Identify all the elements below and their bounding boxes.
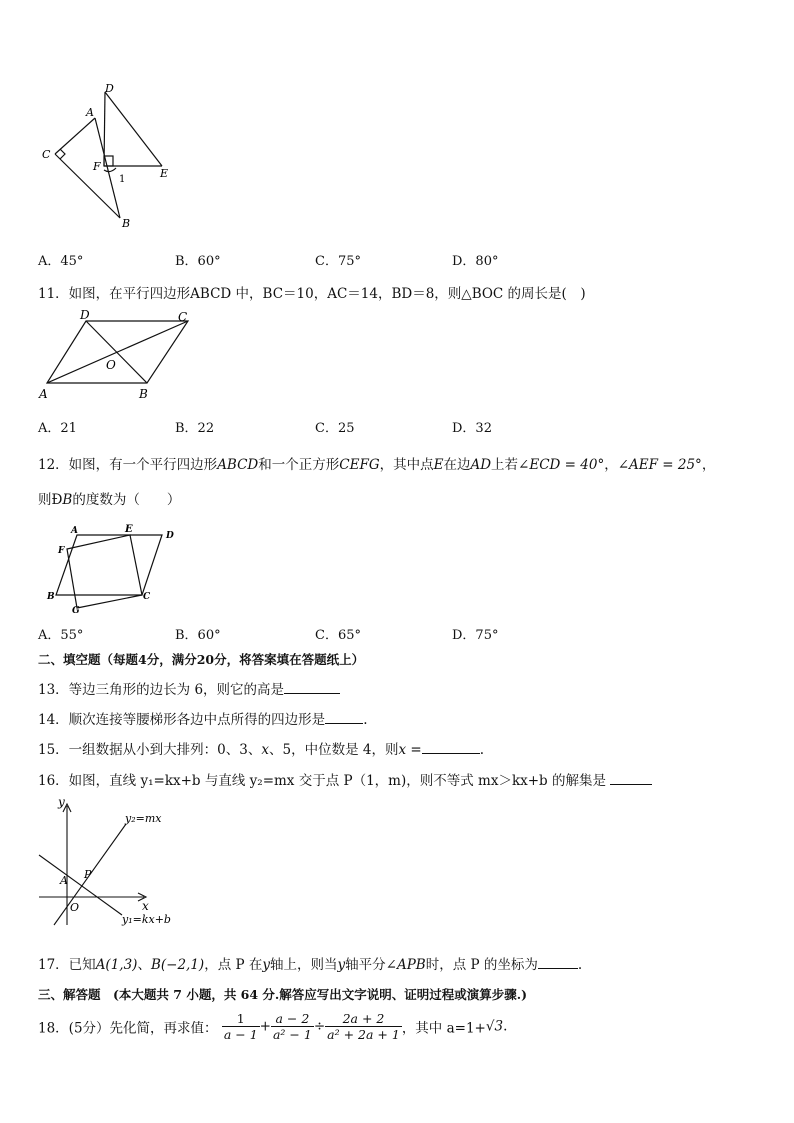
q18-f3-denominator: a² + 2a + 1 (327, 1027, 400, 1042)
q17-text-1: 17．已知 (38, 957, 96, 973)
y-axis-label: y (58, 795, 65, 809)
q18-f3-numerator: 2a + 2 (325, 1011, 402, 1027)
q12-option-c[interactable]: C．65° (315, 628, 361, 643)
q10-option-c[interactable]: C．75° (315, 254, 361, 269)
point-label-a: A (60, 874, 68, 887)
point-label-d: D (80, 308, 90, 322)
q18-f2-denominator: a² − 1 (272, 1027, 312, 1042)
point-label-b: B (122, 217, 131, 230)
q18-div: ÷ (313, 1018, 326, 1035)
point-label-o: O (106, 358, 116, 372)
q11-option-d[interactable]: D．32 (452, 421, 492, 436)
q15-eq: = (406, 742, 422, 758)
q17-axis-y: y (262, 957, 271, 973)
q11-option-c[interactable]: C．25 (315, 421, 355, 436)
q13 (38, 678, 340, 698)
q16-figure (36, 792, 186, 932)
point-label-p: P (84, 868, 92, 881)
q12-math-e: E (433, 457, 444, 473)
q12-option-a[interactable]: A．55° (38, 628, 84, 643)
x-axis-label: x (142, 899, 149, 913)
q16-text: 16．如图，直线 y₁=kx+b 与直线 y₂=mx 交于点 P（1，m)，则不等式 mx＞kx+b 的解集是 (38, 773, 606, 789)
q15 (38, 738, 484, 758)
q12-option-d[interactable]: D．75° (452, 628, 499, 643)
q11-option-b[interactable]: B．22 (175, 421, 215, 436)
q17-end: . (577, 957, 583, 973)
q18-text-2: ，其中 a=1+ (401, 1020, 486, 1037)
point-label-d: D (105, 82, 114, 95)
q10-figure (38, 82, 178, 232)
q18 (38, 1011, 507, 1042)
q12-line1 (38, 453, 715, 473)
q17-point-a: A(1,3) (95, 957, 138, 973)
q12-math-ad: AD (470, 457, 492, 473)
line-label-y1: y₁=kx+b (122, 913, 171, 926)
q12-math-cefg: CEFG (339, 457, 380, 473)
q10-options (38, 250, 758, 268)
q14-text: 14．顺次连接等腰梯形各边中点所得的四边形是 (38, 712, 326, 728)
point-label-d: D (166, 531, 174, 541)
q18-f1-denominator: a − 1 (223, 1027, 258, 1042)
q17-text-4: 轴平分 (345, 957, 386, 973)
point-label-a: A (86, 106, 94, 119)
q11-text: 11．如图，在平行四边形ABCD 中，BC＝10，AC＝14，BD＝8，则△BOC 的周长是( ) (38, 286, 586, 302)
q18-fraction-1 (222, 1011, 260, 1042)
q18-f2-numerator: a − 2 (271, 1011, 314, 1027)
q10-option-b[interactable]: B．60° (175, 254, 221, 269)
section-3-heading: 三、解答题 (本大题共 7 小题，共 64 分.解答应写出文字说明、证明过程或演算步骤.) (38, 987, 528, 1002)
point-label-a: A (39, 387, 48, 401)
q10-option-d[interactable]: D．80° (452, 254, 499, 269)
q12-options (38, 624, 758, 642)
q15-mid: 、5，中位数是 4，则 (268, 742, 399, 758)
q12-math-aef: ∠AEF = 25° (617, 457, 702, 473)
q12-line2-c: 的度数为（ ） (72, 492, 181, 508)
q12-option-b[interactable]: B．60° (175, 628, 221, 643)
q11-option-a[interactable]: A．21 (38, 421, 77, 436)
q12-text-1: 12．如图，有一个平行四边形 (38, 457, 218, 473)
point-label-e: E (160, 167, 169, 180)
q15-end: . (479, 742, 484, 758)
q18-sqrt3: √3 (485, 1018, 504, 1035)
q11-figure (36, 307, 196, 401)
q18-plus: + (259, 1018, 271, 1035)
q18-end: . (503, 1018, 508, 1035)
q12-text-7: ， (701, 457, 716, 473)
q16-answer-blank[interactable] (610, 772, 652, 785)
q17-text-2: ，点 P 在 (204, 957, 263, 973)
point-label-a: A (71, 526, 78, 536)
q11-options (38, 417, 758, 435)
point-label-b: B (139, 387, 148, 401)
angle-label-1: 1 (119, 174, 126, 185)
point-label-f: F (58, 546, 65, 556)
q17 (38, 953, 582, 973)
q14 (38, 708, 367, 728)
q12-text-3: ，其中点 (379, 457, 434, 473)
point-label-b: B (47, 592, 55, 602)
q18-fraction-2 (271, 1011, 314, 1042)
q12-text-2: 和一个正方形 (258, 457, 340, 473)
q15-answer-blank[interactable] (422, 741, 480, 754)
q16 (38, 769, 652, 789)
q17-text-5: 时，点 P 的坐标为 (425, 957, 538, 973)
q17-text-3: 轴上，则当 (270, 957, 338, 973)
point-label-c: C (143, 592, 151, 602)
point-label-g: G (72, 606, 80, 616)
q17-axis-y2: y (337, 957, 346, 973)
point-label-c: C (42, 148, 51, 161)
q12-math-abcd: ABCD (217, 457, 259, 473)
q12-text-6: ， (604, 457, 618, 473)
q14-answer-blank[interactable] (325, 711, 363, 724)
q12-text-5: 上若 (491, 457, 519, 473)
q17-answer-blank[interactable] (538, 956, 578, 969)
origin-label-o: O (70, 901, 80, 914)
q12-line2-b: B (62, 492, 73, 508)
q17-sep: 、 (137, 957, 151, 973)
q12-line2-a: 则Ð (38, 492, 63, 508)
q14-end: . (363, 712, 368, 728)
q12-line2 (38, 488, 180, 508)
q15-var-x2: x (398, 742, 407, 758)
q13-text: 13．等边三角形的边长为 6，则它的高是 (38, 682, 285, 698)
q18-f1-numerator: 1 (222, 1011, 260, 1027)
q13-answer-blank[interactable] (284, 681, 340, 694)
q12-figure (44, 520, 184, 616)
q18-text-1: 18．(5分）先化简，再求值： (38, 1020, 218, 1037)
q10-option-a[interactable]: A．45° (38, 254, 84, 269)
line-label-y2: y₂=mx (125, 812, 162, 825)
q15-var-x: x (261, 742, 269, 758)
q12-math-ecd: ∠ECD = 40° (518, 457, 605, 473)
q17-angle: ∠APB (385, 957, 426, 973)
q18-fraction-3 (325, 1011, 402, 1042)
q17-point-b: B(−2,1) (150, 957, 205, 973)
point-label-c: C (178, 310, 188, 324)
q15-text: 15．一组数据从小到大排列：0、3、 (38, 742, 262, 758)
point-label-e: E (125, 524, 133, 535)
section-2-heading: 二、填空题（每题4分，满分20分，将答案填在答题纸上） (38, 652, 365, 667)
point-label-f: F (93, 160, 101, 173)
q12-text-4: 在边 (443, 457, 471, 473)
